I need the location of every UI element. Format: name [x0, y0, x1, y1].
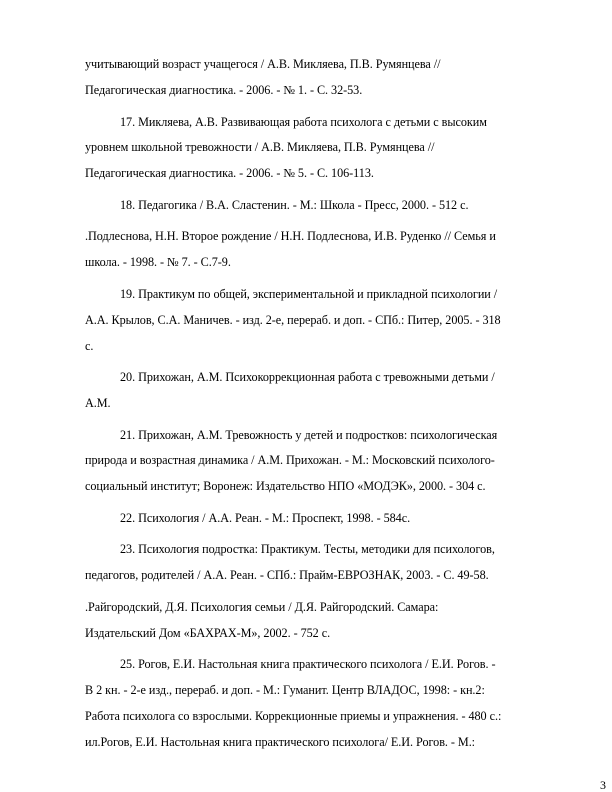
text-line: 22. Психология / А.А. Реан. - М.: Проспект, 1998. - 584с.	[120, 511, 411, 525]
text-line: А.М.	[85, 396, 111, 410]
text-line: 18. Педагогика / В.А. Сластенин. - М.: Школа - Пресс, 2000. - 512 с.	[120, 198, 469, 212]
text-line: уровнем школьной тревожности / А.В. Микляева, П.В. Румянцева //	[85, 140, 435, 154]
text-line: 23. Психология подростка: Практикум. Тесты, методики для психологов,	[120, 542, 495, 556]
text-line: Педагогическая диагностика. - 2006. - № 1. - С. 32-53.	[85, 83, 363, 97]
text-line: с.	[85, 339, 94, 353]
text-line: Издательский Дом «БАХРАХ-М», 2002. - 752 с.	[85, 626, 331, 640]
text-line: .Подлеснова, Н.Н. Второе рождение / Н.Н. Подлеснова, И.В. Руденко // Семья и	[85, 229, 496, 243]
text-line: .Райгородский, Д.Я. Психология семьи / Д.Я. Райгородский. Самара:	[85, 600, 439, 614]
text-line: 17. Микляева, А.В. Развивающая работа психолога с детьми с высоким	[120, 115, 487, 129]
text-line: А.А. Крылов, С.А. Маничев. - изд. 2-е, перераб. и доп. - СПб.: Питер, 2005. - 318	[85, 313, 501, 327]
text-line: педагогов, родителей / А.А. Реан. - СПб.: Прайм-ЕВРОЗНАК, 2003. - С. 49-58.	[85, 568, 489, 582]
text-line: 20. Прихожан, А.М. Психокоррекционная работа с тревожными детьми /	[120, 370, 495, 384]
text-line: социальный институт; Воронеж: Издательство НПО «МОДЭК», 2000. - 304 с.	[85, 479, 486, 493]
text-line: Педагогическая диагностика. - 2006. - № 5. - С. 106-113.	[85, 166, 374, 180]
text-line: учитывающий возраст учащегося / А.В. Микляева, П.В. Румянцева //	[85, 57, 441, 71]
text-line: ил.Рогов, Е.И. Настольная книга практического психолога/ Е.И. Рогов. - М.:	[85, 735, 476, 749]
text-line: Работа психолога со взрослыми. Коррекционные приемы и упражнения. - 480 с.:	[85, 709, 502, 723]
text-line: В 2 кн. - 2-е изд., перераб. и доп. - М.: Гуманит. Центр ВЛАДОС, 1998: - кн.2:	[85, 683, 485, 697]
text-line: школа. - 1998. - № 7. - С.7-9.	[85, 255, 231, 269]
page-number: 3	[600, 778, 606, 792]
text-line: 21. Прихожан, А.М. Тревожность у детей и подростков: психологическая	[120, 428, 498, 442]
text-line: природа и возрастная динамика / А.М. Прихожан. - М.: Московский психолого-	[85, 453, 495, 467]
text-line: 25. Рогов, Е.И. Настольная книга практического психолога / Е.И. Рогов. -	[120, 657, 496, 671]
text-line: 19. Практикум по общей, экспериментальной и прикладной психологии /	[120, 287, 498, 301]
